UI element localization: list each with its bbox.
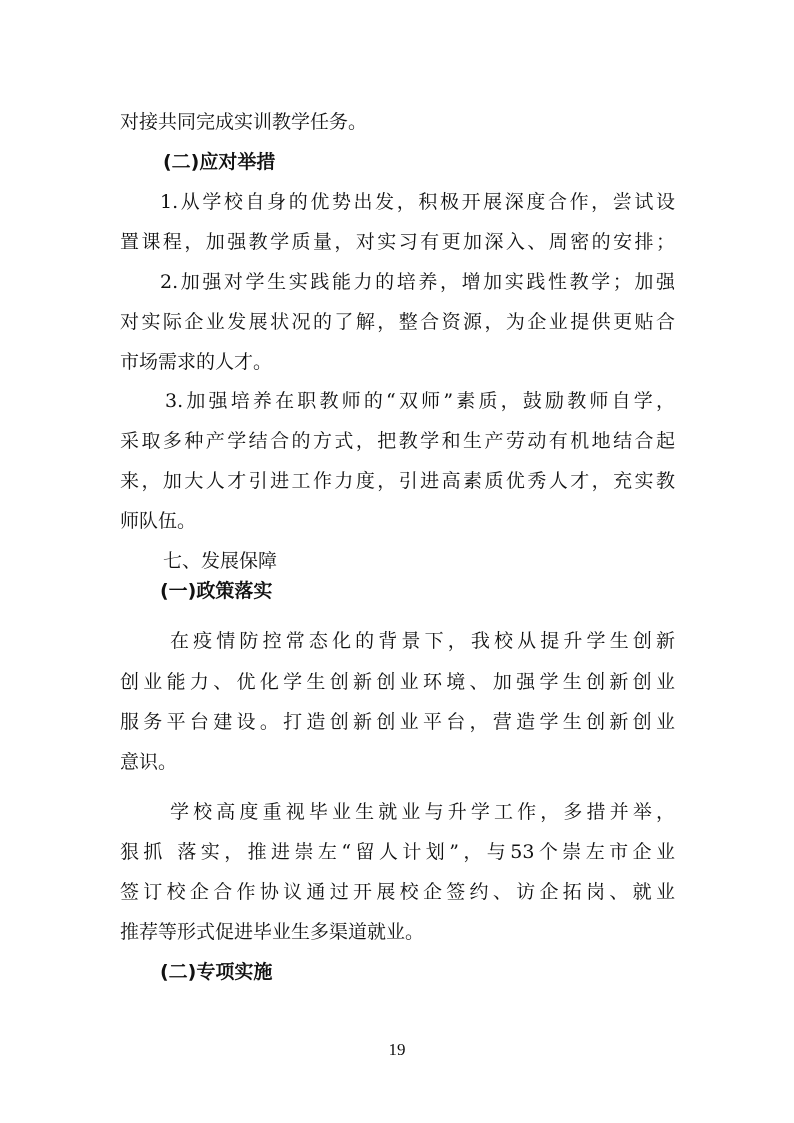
section-heading: (一)政策落实 [160, 580, 273, 602]
paragraph-line: 服务平台建设。打造创新创业平台，营造学生创新创业 [120, 711, 675, 733]
paragraph-line: 师队伍。 [120, 510, 197, 532]
paragraph-line: 2.加强对学生实践能力的培养，增加实践性教学；加强 [160, 271, 675, 293]
paragraph-line: 在疫情防控常态化的背景下，我校从提升学生创新 [170, 630, 675, 652]
section-heading: (二)专项实施 [160, 961, 273, 983]
paragraph-line: 签订校企合作协议通过开展校企签约、访企拓岗、就业 [120, 881, 675, 903]
paragraph-line: 1.从学校自身的优势出发，积极开展深度合作，尝试设 [160, 191, 675, 213]
section-heading: (二)应对举措 [163, 151, 276, 173]
paragraph-line: 学校高度重视毕业生就业与升学工作，多措并举， [170, 801, 675, 823]
paragraph-line: 置课程，加强教学质量，对实习有更加深入、周密的安排； [120, 231, 675, 253]
paragraph-line: 3.加强培养在职教师的“双师”素质，鼓励教师自学， [165, 390, 675, 412]
chapter-heading: 七、发展保障 [163, 550, 278, 572]
paragraph-line: 来，加大人才引进工作力度，引进高素质优秀人才，充实教 [120, 470, 675, 492]
paragraph-line: 市场需求的人才。 [120, 351, 273, 373]
paragraph-line: 采取多种产学结合的方式，把教学和生产劳动有机地结合起 [120, 430, 675, 452]
paragraph-line: 推荐等形式促进毕业生多渠道就业。 [120, 921, 425, 943]
paragraph-line: 创业能力、优化学生创新创业环境、加强学生创新创业 [120, 671, 675, 693]
paragraph-line: 对实际企业发展状况的了解，整合资源，为企业提供更贴合 [120, 311, 675, 333]
paragraph-line: 意识。 [120, 751, 178, 773]
paragraph-line: 狠抓 落实，推进崇左“留人计划”，与53个崇左市企业 [120, 841, 675, 863]
paragraph-line: 对接共同完成实训教学任务。 [120, 111, 368, 133]
page-number: 19 [388, 1040, 406, 1059]
